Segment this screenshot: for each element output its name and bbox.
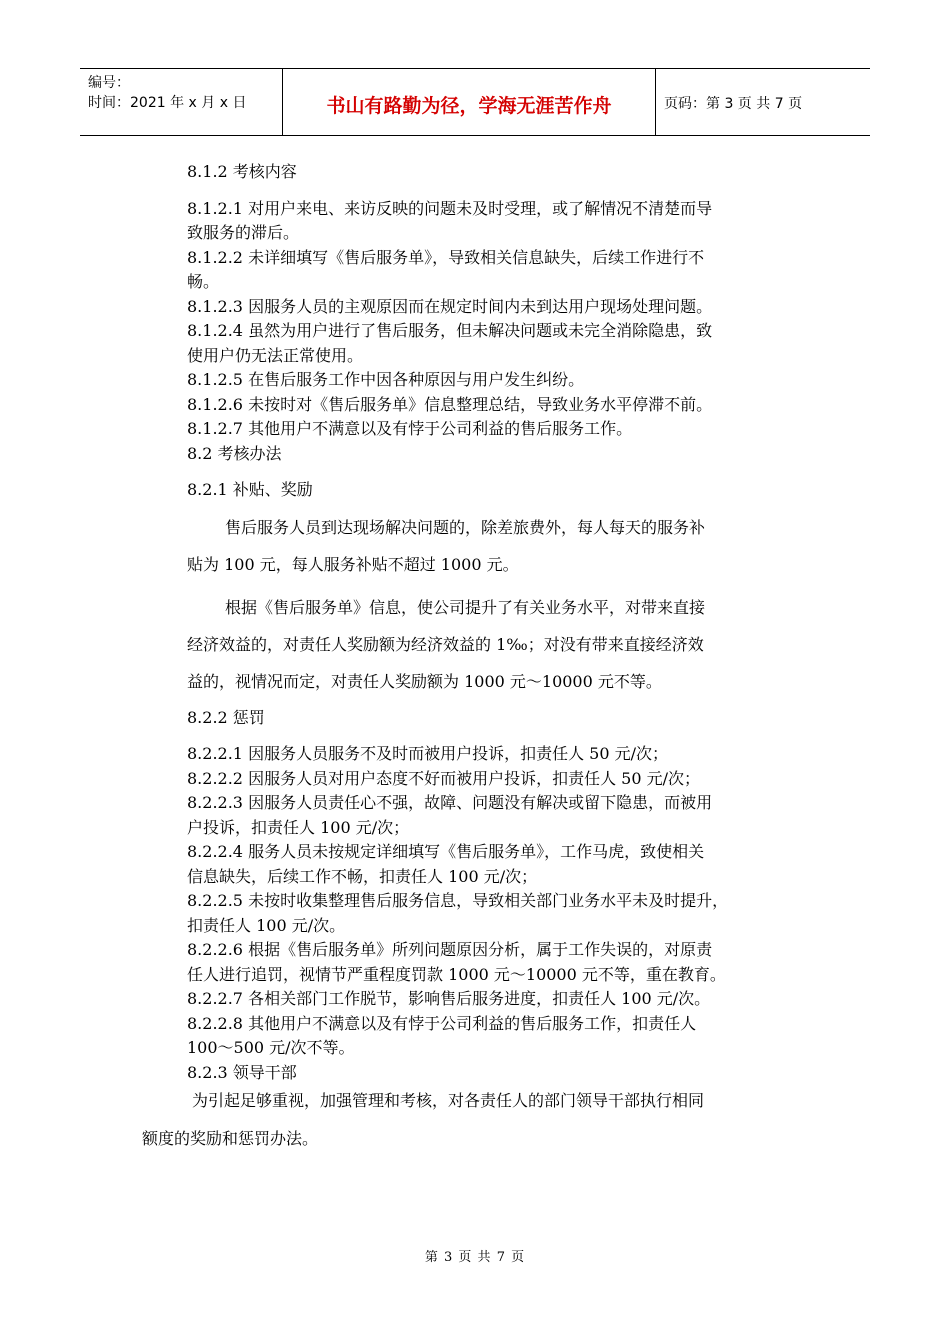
paragraph-line: 畅。 — [187, 272, 220, 291]
header-meta — [80, 69, 282, 135]
paragraph-line: 8.2.2.2 因服务人员对用户态度不好而被用户投诉，扣责任人 50 元/次； — [187, 768, 700, 788]
paragraph-line: 8.1.2.7 其他用户不满意以及有悖于公司利益的售后服务工作。 — [187, 419, 633, 438]
paragraph-line: 信息缺失，后续工作不畅，扣责任人 100 元/次； — [187, 866, 538, 886]
page-header — [80, 68, 870, 136]
section-heading-8-2-3: 8.2.3 领导干部 — [187, 1062, 297, 1082]
header-motto: 书山有路勤为径，学海无涯苦作舟 — [282, 69, 656, 135]
document-body — [187, 160, 827, 1085]
paragraph-line: 贴为 100 元，每人服务补贴不超过 1000 元。 — [187, 554, 519, 574]
paragraph-line: 售后服务人员到达现场解决问题的，除差旅费外，每人每天的服务补 — [225, 517, 706, 537]
paragraph-line: 使用户仍无法正常使用。 — [187, 345, 364, 365]
paragraph-line: 8.1.2.3 因服务人员的主观原因而在规定时间内未到达用户现场处理问题。 — [187, 296, 713, 316]
paragraph-line: 益的，视情况而定，对责任人奖励额为 1000 元～10000 元不等。 — [187, 671, 662, 691]
paragraph-line: 8.1.2.1 对用户来电、来访反映的问题未及时受理，或了解情况不清楚而导 — [187, 198, 713, 218]
section-heading-8-1-2: 8.1.2 考核内容 — [187, 162, 297, 181]
paragraph-line: 扣责任人 100 元/次。 — [187, 915, 346, 935]
document-date-label: 时间：2021 年 x 月 x 日 — [88, 95, 247, 111]
paragraph-line: 100～500 元/次不等。 — [187, 1038, 355, 1057]
paragraph-line: 为引起足够重视，加强管理和考核，对各责任人的部门领导干部执行相同 — [192, 1091, 705, 1110]
document-number-label: 编号： — [88, 75, 130, 91]
paragraph-line: 8.2.2.8 其他用户不满意以及有悖于公司利益的售后服务工作，扣责任人 — [187, 1013, 697, 1033]
paragraph-line: 根据《售后服务单》信息，使公司提升了有关业务水平，对带来直接 — [225, 597, 706, 617]
paragraph-line: 8.2.2.7 各相关部门工作脱节，影响售后服务进度，扣责任人 100 元/次。 — [187, 989, 711, 1008]
paragraph-line: 8.2.2.4 服务人员未按规定详细填写《售后服务单》，工作马虎，致使相关 — [187, 842, 705, 861]
section-heading-8-2-1: 8.2.1 补贴、奖励 — [187, 480, 313, 499]
paragraph-line: 额度的奖励和惩罚办法。 — [142, 1129, 319, 1148]
page-footer: 第 3 页 共 7 页 — [424, 1250, 526, 1265]
paragraph-line: 8.2.2.6 根据《售后服务单》所列问题原因分析，属于工作失误的，对原责 — [187, 940, 713, 959]
header-page-number: 页码：第 3 页 共 7 页 — [664, 96, 803, 112]
paragraph-line: 8.1.2.4 虽然为用户进行了售后服务，但未解决问题或未完全消除隐患，致 — [187, 321, 713, 340]
paragraph-line: 8.2.2.5 未按时收集整理售后服务信息，导致相关部门业务水平未及时提升， — [187, 891, 729, 910]
paragraph-line: 8.1.2.2 未详细填写《售后服务单》，导致相关信息缺失，后续工作进行不 — [187, 247, 705, 267]
section-heading-8-2-2: 8.2.2 惩罚 — [187, 707, 265, 727]
paragraph-line: 8.2.2.3 因服务人员责任心不强，故障、问题没有解决或留下隐患，而被用 — [187, 793, 713, 812]
paragraph-line: 户投诉，扣责任人 100 元/次； — [187, 817, 410, 837]
paragraph-line: 8.2.2.1 因服务人员服务不及时而被用户投诉，扣责任人 50 元/次； — [187, 744, 668, 763]
paragraph-line: 致服务的滞后。 — [187, 223, 300, 242]
section-heading-8-2: 8.2 考核办法 — [187, 443, 282, 463]
paragraph-line: 8.1.2.5 在售后服务工作中因各种原因与用户发生纠纷。 — [187, 370, 585, 389]
paragraph-line: 8.1.2.6 未按时对《售后服务单》信息整理总结，导致业务水平停滞不前。 — [187, 394, 713, 414]
paragraph-line: 任人进行追罚，视情节严重程度罚款 1000 元～10000 元不等，重在教育。 — [187, 964, 726, 984]
paragraph-line: 经济效益的，对责任人奖励额为经济效益的 1‰；对没有带来直接经济效 — [187, 634, 704, 654]
